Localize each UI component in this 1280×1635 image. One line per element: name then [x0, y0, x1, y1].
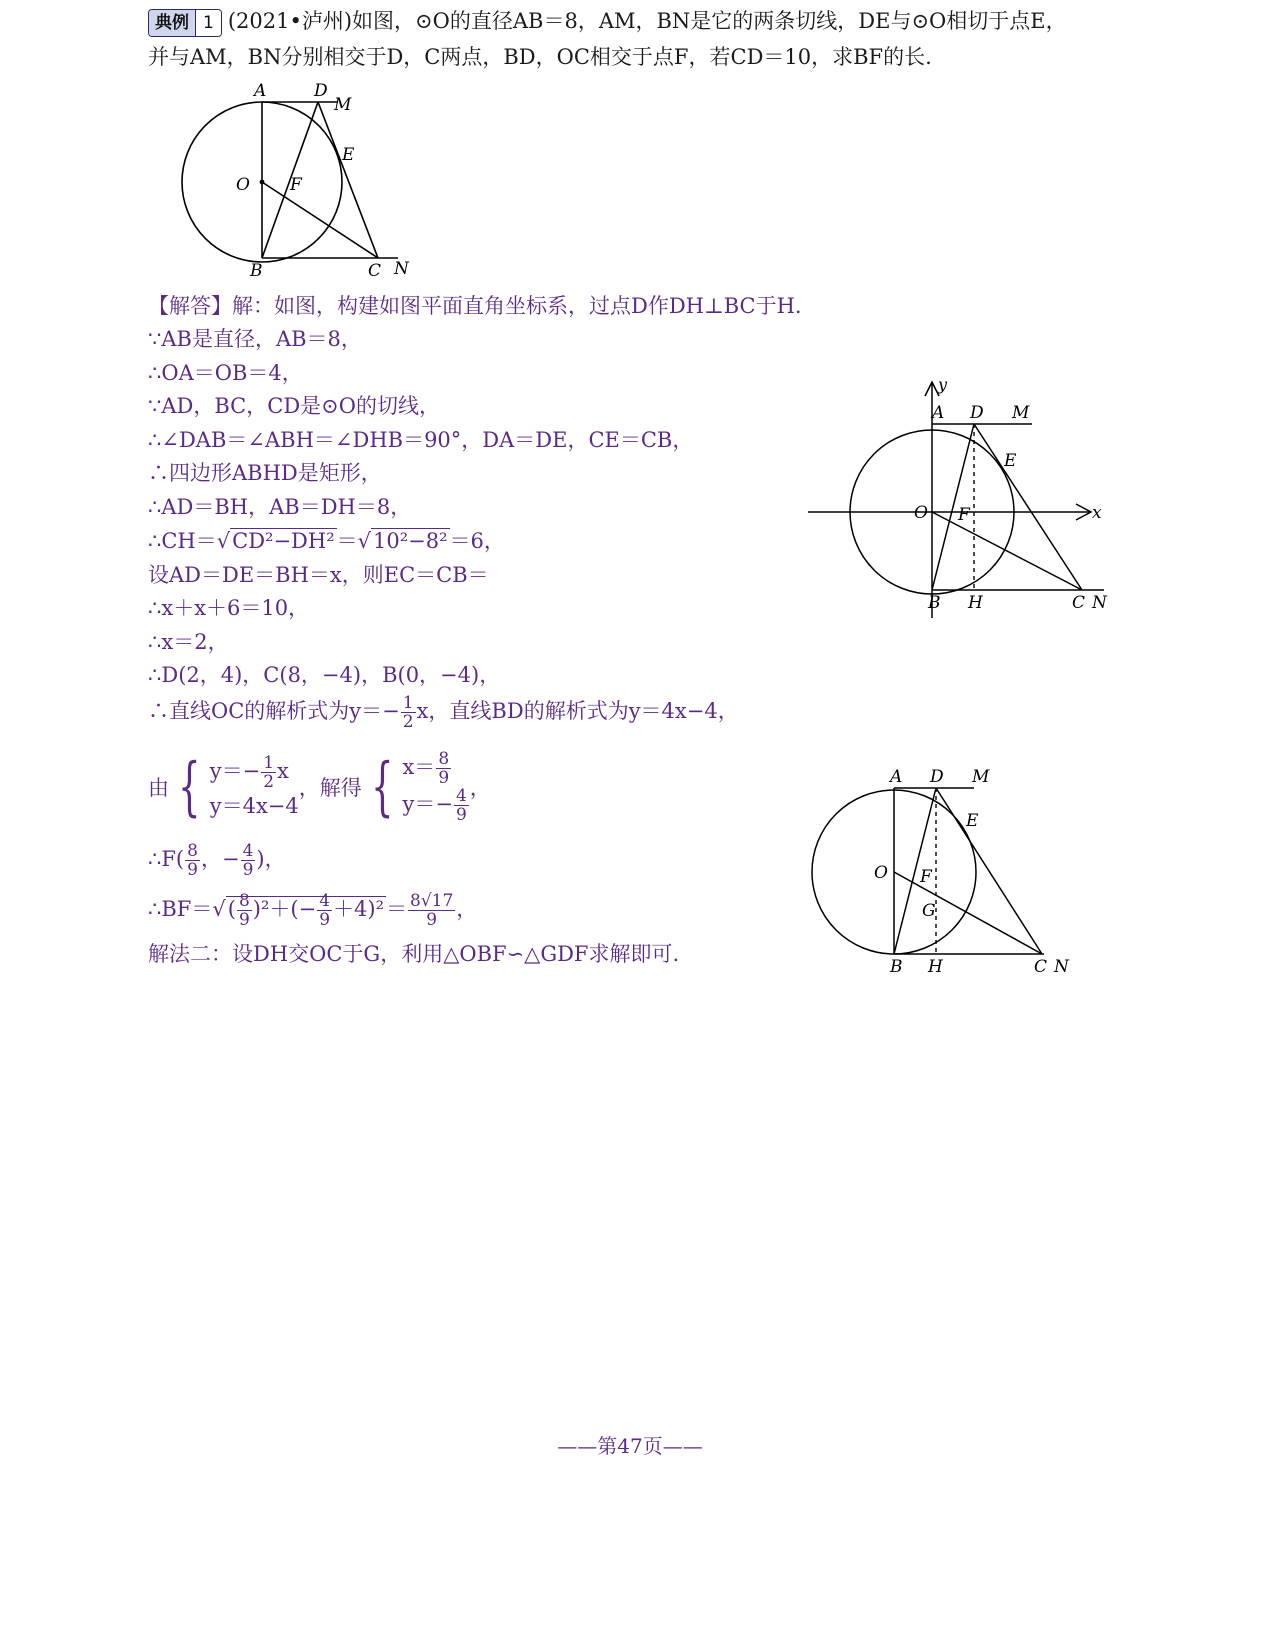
l16-a: ∴BF＝	[148, 897, 213, 921]
fig3-label-E: E	[966, 811, 979, 831]
solution-line-6: ∴四边形ABHD是矩形，	[148, 461, 382, 485]
example-tag-number: 1	[195, 10, 221, 36]
figure-2	[806, 376, 1136, 622]
fig2-label-N: N	[1092, 593, 1107, 613]
fig3-label-G: G	[922, 901, 936, 921]
l15-mid: ，−	[200, 847, 240, 871]
solution-line-16: ∴BF＝√( $\frac{8}{9}$ )²＋(− $\frac{4}{9}$ ＋4)²＝ $\frac{8√17}{9}$ ，	[148, 891, 478, 930]
fig3-label-F: F	[920, 867, 932, 887]
eq1-num: 1	[263, 752, 275, 773]
l15-den1: 9	[187, 860, 198, 880]
problem-text-1: (2021•泸州)如图，⊙O的直径AB＝8，AM，BN是它的两条切线，DE与⊙O相切于点E，	[227, 9, 1067, 33]
solution-line-9: 设AD＝DE＝BH＝x，则EC＝CB＝	[148, 563, 489, 587]
fig3-label-M: M	[972, 767, 990, 787]
solution-line-11: ∴x＝2，	[148, 630, 229, 654]
l15-den2: 9	[242, 860, 254, 880]
eq1-a: y＝−	[209, 758, 261, 783]
solution-line-7: ∴AD＝BH，AB＝DH＝8，	[148, 495, 412, 519]
l13-den: 2	[402, 712, 414, 732]
eq1-den: 2	[263, 771, 275, 792]
r2-a: y＝−	[402, 792, 453, 816]
fig1-label-E: E	[342, 145, 355, 165]
r1-num: 8	[438, 749, 450, 769]
eq1-b: x	[277, 758, 289, 783]
fig1-label-B: B	[250, 261, 263, 281]
r2-den: 9	[455, 805, 467, 825]
l8-radicand-1: CD²−DH²	[232, 529, 335, 553]
fig1-label-D: D	[314, 81, 328, 101]
r2-num: 4	[455, 786, 467, 806]
fig1-label-O: O	[236, 175, 250, 195]
l14-you: 由	[148, 776, 169, 800]
figure-1	[170, 78, 430, 288]
l16-eq: ＝	[386, 897, 408, 921]
fig1-label-F: F	[290, 175, 302, 195]
problem-text-2: 并与AM，BN分别相交于D，C两点，BD，OC相交于点F，若CD＝10，求BF的长.	[148, 45, 932, 69]
l16-end: ，	[456, 897, 478, 921]
problem-line-1	[148, 4, 1067, 38]
system-2-eq-1	[402, 750, 469, 787]
system-1-eq-1	[210, 754, 299, 791]
fig1-label-A: A	[254, 81, 267, 101]
l16-frac-3	[408, 892, 455, 929]
l16-frac-1	[237, 892, 252, 929]
solution-line-2: ∵AB是直径，AB＝8，	[148, 327, 362, 351]
eq1-frac	[261, 754, 276, 791]
fig2-label-D: D	[970, 403, 984, 423]
l16-p3: ＋4)²	[333, 897, 385, 921]
r1-den: 9	[438, 768, 450, 788]
l14-mid: ，解得	[298, 776, 362, 800]
l16-num3: 8√17	[410, 891, 454, 911]
l15-b: )，	[256, 847, 286, 871]
l13-frac	[401, 694, 416, 731]
fig2-label-M: M	[1012, 403, 1030, 423]
l14-end: ，	[469, 776, 491, 800]
fig3-label-B: B	[890, 957, 903, 977]
l13-prefix: ∴直线OC的解析式为y＝−	[148, 699, 400, 723]
figure-3	[806, 764, 1086, 984]
l16-den3: 9	[426, 910, 438, 930]
fig2-label-y: y	[938, 376, 948, 394]
solution-line-13	[148, 694, 739, 731]
example-tag-label: 典例	[149, 10, 195, 36]
l16-num1: 8	[238, 891, 250, 911]
fig1-label-C: C	[368, 261, 382, 281]
fig3-label-C: C	[1034, 957, 1048, 977]
r1-frac	[436, 750, 451, 787]
l16-frac-2	[317, 892, 332, 929]
fig2-label-A: A	[932, 403, 945, 423]
fig2-label-H: H	[968, 593, 983, 613]
system-1	[210, 754, 299, 821]
solution-line-10: ∴x＋x＋6＝10，	[148, 596, 310, 620]
fig3-label-N: N	[1054, 957, 1069, 977]
system-2-eq-2	[402, 787, 469, 824]
l16-den2: 9	[319, 910, 331, 930]
solution-line-15	[148, 842, 286, 879]
system-2	[402, 750, 469, 824]
l15-frac-1	[185, 842, 200, 879]
l16-num2: 4	[319, 891, 331, 911]
fig3-label-A: A	[890, 767, 903, 787]
l8-prefix: ∴CH＝	[148, 529, 217, 553]
l15-num2: 4	[242, 841, 254, 861]
l8-eq: ＝	[336, 529, 358, 553]
l13-num: 1	[402, 693, 414, 713]
problem-line-2	[148, 40, 932, 74]
r1-a: x＝	[402, 755, 436, 779]
solution-line-17: 解法二：设DH交OC于G，利用△OBF∽△GDF求解即可.	[148, 942, 680, 966]
fig1-label-N: N	[394, 259, 409, 279]
fig3-label-H: H	[928, 957, 943, 977]
example-tag	[148, 9, 222, 37]
l16-radicand	[226, 891, 386, 930]
l15-a: ∴F(	[148, 847, 185, 871]
l13-suffix: x，直线BD的解析式为y＝4x−4，	[416, 699, 739, 723]
solution-line-8: ∴CH＝√CD²−DH²＝√10²−8²＝6，	[148, 529, 505, 553]
left-brace-2: {	[370, 750, 394, 824]
solution-line-4: ∵AD，BC，CD是⊙O的切线，	[148, 394, 440, 418]
l16-p2: )²＋(−	[252, 897, 317, 921]
fig3-label-D: D	[930, 767, 944, 787]
fig1-label-M: M	[334, 95, 352, 115]
system-1-eq-2: y＝4x−4	[209, 793, 299, 818]
l8-result: ＝6，	[449, 529, 505, 553]
r2-frac	[454, 787, 469, 824]
solution-line-3: ∴OA＝OB＝4，	[148, 361, 303, 385]
fig2-label-x: x	[1092, 503, 1102, 523]
solution-line-14	[148, 750, 491, 824]
l8-radicand-2: 10²−8²	[373, 529, 448, 553]
fig2-label-O: O	[914, 503, 928, 523]
solution-line-5: ∴∠DAB＝∠ABH＝∠DHB＝90°，DA＝DE，CE＝CB，	[148, 428, 694, 452]
fig3-label-O: O	[874, 863, 888, 883]
l15-num1: 8	[187, 841, 198, 861]
l16-den1: 9	[238, 910, 250, 930]
fig2-label-C: C	[1072, 593, 1086, 613]
page-number-footer: ——第47页——	[557, 1434, 703, 1458]
l15-frac-2	[241, 842, 256, 879]
l16-p1: (	[227, 897, 236, 921]
solution-line-12: ∴D(2，4)，C(8，−4)，B(0，−4)，	[148, 663, 501, 687]
fig2-label-F: F	[958, 505, 970, 525]
solution-line-1: 【解答】解：如图，构建如图平面直角坐标系，过点D作DH⊥BC于H.	[148, 294, 802, 318]
fig2-label-E: E	[1004, 451, 1017, 471]
left-brace-1: {	[178, 750, 201, 824]
fig2-label-B: B	[928, 593, 941, 613]
